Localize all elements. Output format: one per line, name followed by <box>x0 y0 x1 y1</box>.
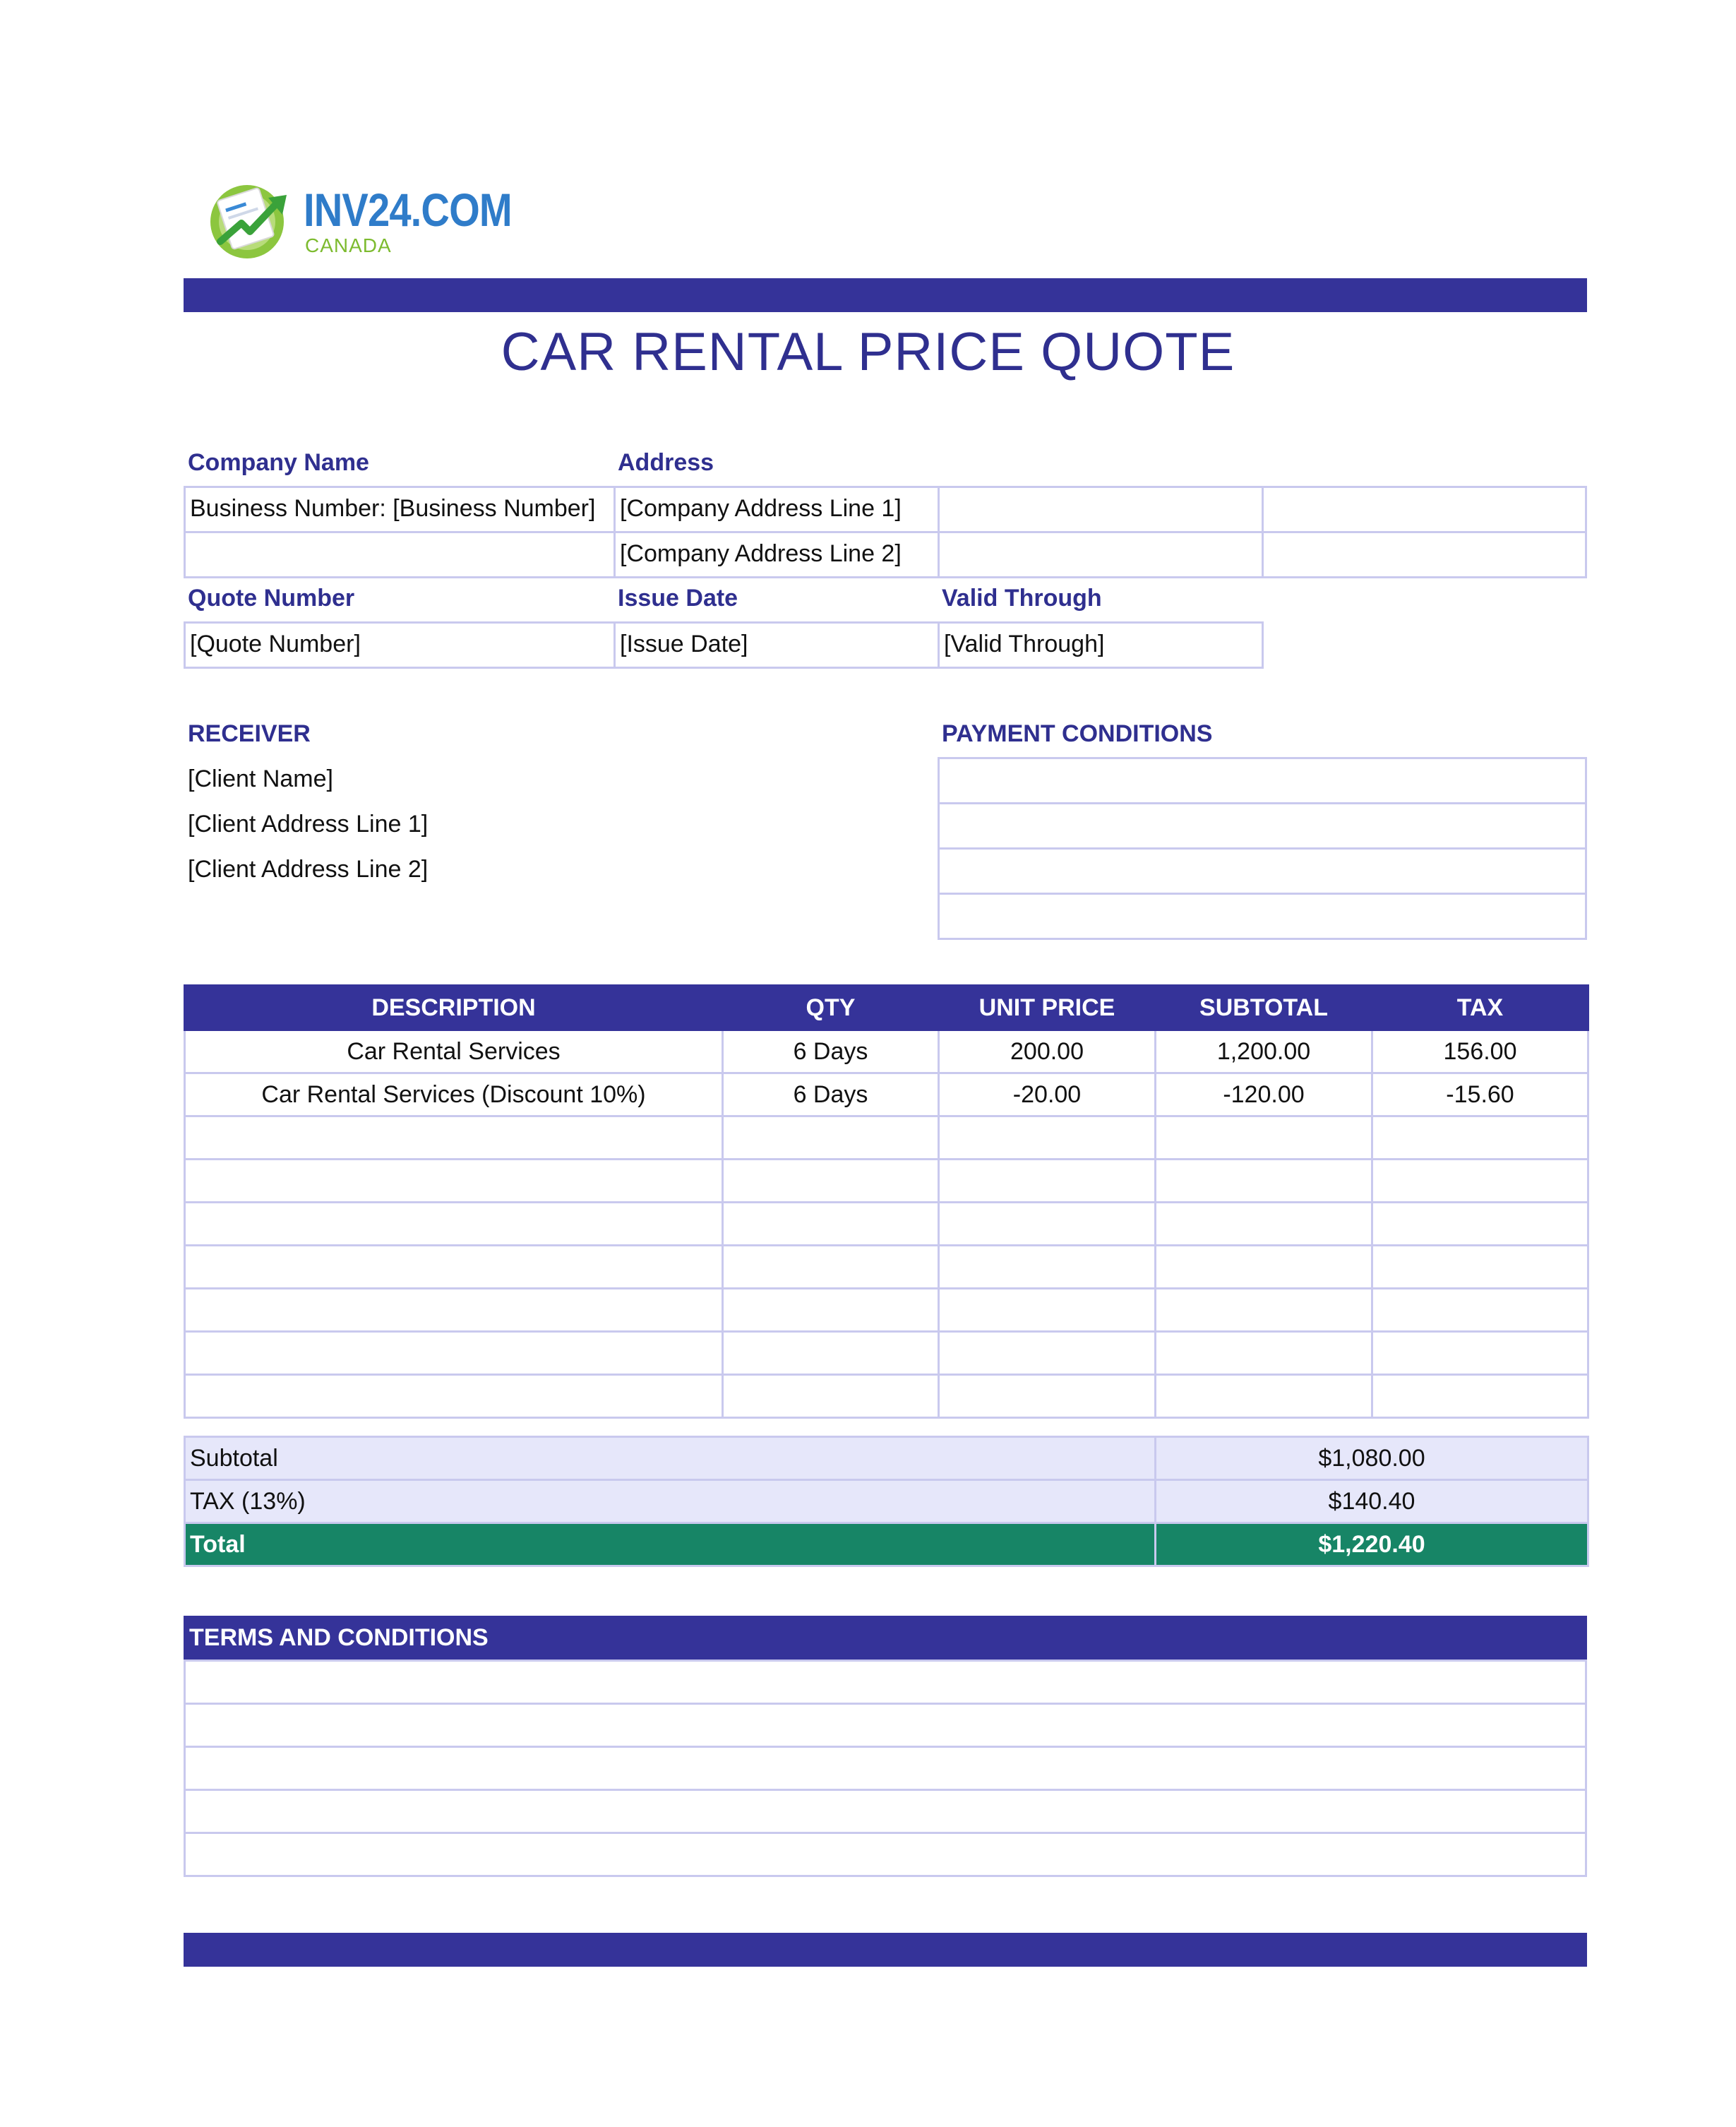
empty-cell[interactable] <box>723 1246 939 1289</box>
tax-row <box>185 1480 1588 1523</box>
empty-cell[interactable] <box>939 1116 1156 1160</box>
item-qty[interactable]: 6 Days <box>723 1030 939 1073</box>
address-label: Address <box>618 449 714 476</box>
subtotal-value: $1,080.00 <box>1156 1437 1588 1480</box>
client-address-line1: [Client Address Line 1] <box>188 811 429 838</box>
issue-date-field[interactable]: [Issue Date] <box>613 621 940 669</box>
table-row-empty <box>185 1289 1588 1332</box>
empty-cell[interactable] <box>939 1332 1156 1375</box>
subtotal-row <box>185 1437 1588 1480</box>
table-row-empty <box>185 1332 1588 1375</box>
empty-cell[interactable] <box>1156 1375 1372 1418</box>
empty-cell[interactable] <box>1156 1332 1372 1375</box>
terms-line[interactable] <box>185 1790 1586 1833</box>
company-extra-field[interactable] <box>1262 531 1587 578</box>
table-row <box>185 1030 1588 1073</box>
subtotal-label: Subtotal <box>185 1437 1156 1480</box>
terms-line[interactable] <box>185 1833 1586 1876</box>
item-tax[interactable]: 156.00 <box>1372 1030 1588 1073</box>
logo-brand-text: INV24.COM <box>304 184 512 236</box>
empty-cell[interactable] <box>723 1332 939 1375</box>
company-address-line2-field[interactable]: [Company Address Line 2] <box>613 531 940 578</box>
business-number-field[interactable]: Business Number: [Business Number] <box>184 486 616 533</box>
empty-cell[interactable] <box>1372 1332 1588 1375</box>
invoice-growth-arrow-icon <box>205 177 297 261</box>
quote-number-label: Quote Number <box>188 585 355 612</box>
empty-cell[interactable] <box>939 1203 1156 1246</box>
empty-cell[interactable] <box>1372 1289 1588 1332</box>
payment-conditions-label: PAYMENT CONDITIONS <box>942 720 1213 747</box>
client-name: [Client Name] <box>188 765 333 792</box>
item-unit-price[interactable]: 200.00 <box>939 1030 1156 1073</box>
terms-header: TERMS AND CONDITIONS <box>184 1616 1587 1660</box>
empty-cell[interactable] <box>1372 1160 1588 1203</box>
terms-line[interactable] <box>185 1747 1586 1790</box>
terms-line[interactable] <box>185 1661 1586 1704</box>
issue-date-label: Issue Date <box>618 585 738 612</box>
payment-condition-line[interactable] <box>938 802 1587 850</box>
company-extra-field[interactable] <box>938 531 1264 578</box>
client-address-line2: [Client Address Line 2] <box>188 856 429 883</box>
empty-cell[interactable] <box>723 1289 939 1332</box>
empty-cell[interactable] <box>1372 1203 1588 1246</box>
terms-line[interactable] <box>185 1704 1586 1747</box>
item-tax[interactable]: -15.60 <box>1372 1073 1588 1116</box>
column-header-subtotal: SUBTOTAL <box>1156 986 1372 1030</box>
item-unit-price[interactable]: -20.00 <box>939 1073 1156 1116</box>
company-name-label: Company Name <box>188 449 369 476</box>
column-header-description: DESCRIPTION <box>185 986 723 1030</box>
empty-cell[interactable] <box>1156 1246 1372 1289</box>
items-header-row <box>185 986 1588 1030</box>
empty-cell[interactable] <box>185 1160 723 1203</box>
table-row-empty <box>185 1160 1588 1203</box>
items-table <box>184 984 1589 1419</box>
empty-cell[interactable] <box>723 1116 939 1160</box>
header-bar <box>184 278 1587 312</box>
item-subtotal[interactable]: 1,200.00 <box>1156 1030 1372 1073</box>
company-extra-field[interactable] <box>938 486 1264 533</box>
item-subtotal[interactable]: -120.00 <box>1156 1073 1372 1116</box>
company-address-line1-field[interactable]: [Company Address Line 1] <box>613 486 940 533</box>
empty-cell[interactable] <box>723 1203 939 1246</box>
empty-cell[interactable] <box>185 1375 723 1418</box>
empty-cell[interactable] <box>185 1116 723 1160</box>
empty-cell[interactable] <box>939 1246 1156 1289</box>
column-header-tax: TAX <box>1372 986 1588 1030</box>
total-value: $1,220.40 <box>1156 1523 1588 1566</box>
terms-table <box>184 1660 1587 1877</box>
receiver-label: RECEIVER <box>188 720 311 747</box>
total-row <box>185 1523 1588 1566</box>
company-extra-field[interactable] <box>1262 486 1587 533</box>
item-description[interactable]: Car Rental Services <box>185 1030 723 1073</box>
empty-cell[interactable] <box>723 1160 939 1203</box>
empty-cell[interactable] <box>1156 1116 1372 1160</box>
table-row-empty <box>185 1375 1588 1418</box>
empty-cell[interactable] <box>185 1203 723 1246</box>
footer-bar <box>184 1933 1587 1967</box>
item-qty[interactable]: 6 Days <box>723 1073 939 1116</box>
empty-cell[interactable] <box>1372 1246 1588 1289</box>
payment-condition-line[interactable] <box>938 847 1587 895</box>
empty-cell[interactable] <box>1156 1289 1372 1332</box>
column-header-unit-price: UNIT PRICE <box>939 986 1156 1030</box>
company-logo <box>205 172 512 264</box>
company-blank-field[interactable] <box>184 531 616 578</box>
table-row <box>185 1073 1588 1116</box>
empty-cell[interactable] <box>939 1160 1156 1203</box>
empty-cell[interactable] <box>185 1289 723 1332</box>
empty-cell[interactable] <box>185 1332 723 1375</box>
empty-cell[interactable] <box>1156 1203 1372 1246</box>
empty-cell[interactable] <box>939 1375 1156 1418</box>
empty-cell[interactable] <box>723 1375 939 1418</box>
summary-table <box>184 1436 1589 1567</box>
column-header-qty: QTY <box>723 986 939 1030</box>
valid-through-label: Valid Through <box>942 585 1102 612</box>
empty-cell[interactable] <box>185 1246 723 1289</box>
tax-label: TAX (13%) <box>185 1480 1156 1523</box>
total-label: Total <box>185 1523 1156 1566</box>
empty-cell[interactable] <box>1372 1375 1588 1418</box>
valid-through-field[interactable]: [Valid Through] <box>938 621 1264 669</box>
item-description[interactable]: Car Rental Services (Discount 10%) <box>185 1073 723 1116</box>
table-row-empty <box>185 1116 1588 1160</box>
tax-value: $140.40 <box>1156 1480 1588 1523</box>
empty-cell[interactable] <box>939 1289 1156 1332</box>
payment-condition-line[interactable] <box>938 757 1587 804</box>
empty-cell[interactable] <box>1156 1160 1372 1203</box>
quote-number-field[interactable]: [Quote Number] <box>184 621 616 669</box>
table-row-empty <box>185 1203 1588 1246</box>
empty-cell[interactable] <box>1372 1116 1588 1160</box>
logo-region-text: CANADA <box>305 234 392 256</box>
document-title: CAR RENTAL PRICE QUOTE <box>501 322 1235 382</box>
table-row-empty <box>185 1246 1588 1289</box>
payment-condition-line[interactable] <box>938 893 1587 940</box>
